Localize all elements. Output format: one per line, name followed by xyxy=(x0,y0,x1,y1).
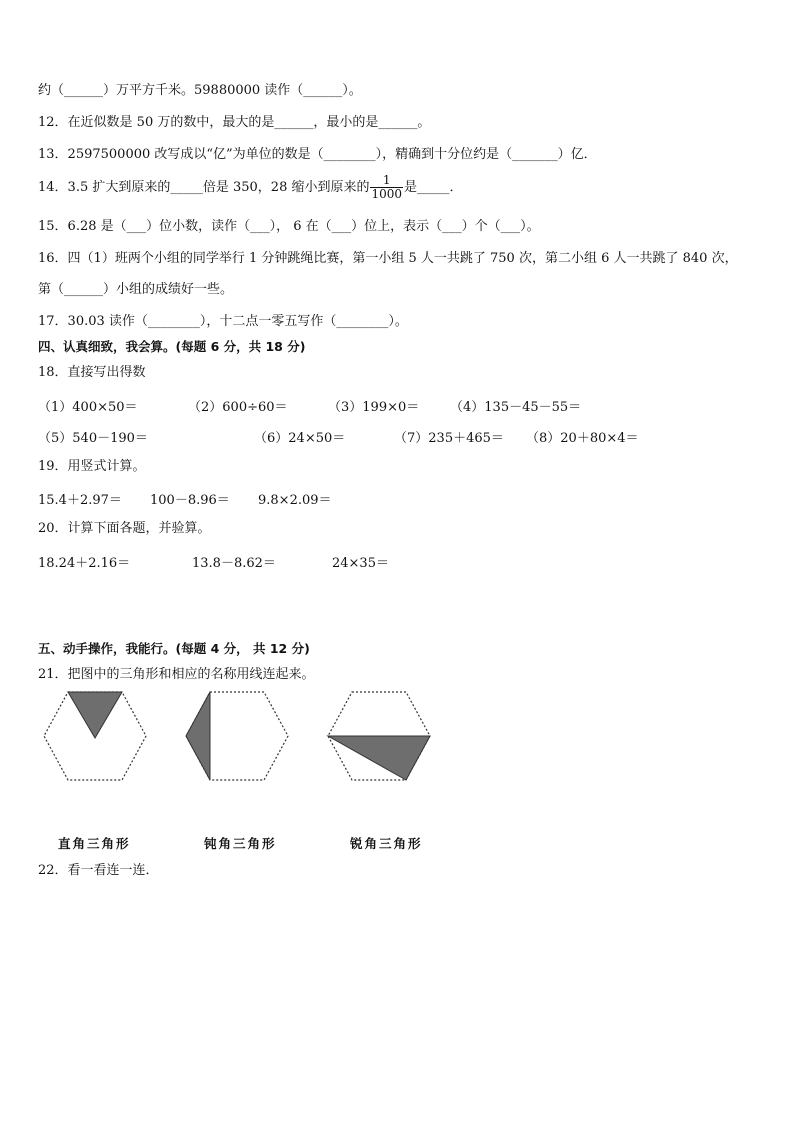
q14-numerator: 1 xyxy=(370,174,403,188)
q18-item-6: （6）24×50＝ xyxy=(254,431,346,446)
q17: 17．30.03 读作（________），十二点一零五写作（________）。 xyxy=(38,314,408,329)
q18-item-2: （2）600÷60＝ xyxy=(188,400,288,415)
q22-title: 22．看一看连一连． xyxy=(38,863,159,878)
hexagon-figure-1 xyxy=(40,688,150,784)
label-acute-triangle: 锐角三角形 xyxy=(350,836,423,851)
q14 xyxy=(38,174,463,201)
q14-text-a: 14．3.5 扩大到原来的_____倍是 350，28 缩小到原来的 xyxy=(38,180,370,195)
label-right-triangle: 直角三角形 xyxy=(58,836,131,851)
section-5-heading: 五、动手操作，我能行。(每题 4 分， 共 12 分) xyxy=(38,641,310,656)
q11-continuation: 约（______）万平方千米。59880000 读作（______）。 xyxy=(38,83,362,98)
shaded-triangle-1 xyxy=(68,692,122,738)
q14-fraction xyxy=(370,174,403,201)
q20-item-1: 18.24＋2.16＝ xyxy=(38,556,131,571)
q18-title: 18．直接写出得数 xyxy=(38,365,146,380)
q19-item-1: 15.4＋2.97＝ xyxy=(38,493,122,508)
q18-item-5: （5）540－190＝ xyxy=(38,431,148,446)
q18-item-4: （4）135－45－55＝ xyxy=(450,400,582,415)
q18-item-7: （7）235＋465＝ xyxy=(394,431,504,446)
q13: 13．2597500000 改写成以“亿”为单位的数是（________），精确到十分位约是（_______）亿． xyxy=(38,147,597,162)
q16-line2: 第（______）小组的成绩好一些。 xyxy=(38,282,234,297)
q14-text-b: 是_____． xyxy=(404,180,463,195)
q15: 15．6.28 是（___）位小数，读作（___）， 6 在（___）位上，表示（___）个（___）。 xyxy=(38,219,540,234)
q18-item-1: （1）400×50＝ xyxy=(38,400,138,415)
q16-line1: 16．四（1）班两个小组的同学举行 1 分钟跳绳比赛，第一小组 5 人一共跳了 750 次，第二小组 6 人一共跳了 840 次， xyxy=(38,251,738,266)
q20-title: 20．计算下面各题，并验算。 xyxy=(38,521,211,536)
hexagon-figure-3 xyxy=(324,688,434,784)
q18-item-8: （8）20＋80×4＝ xyxy=(526,431,639,446)
section-4-heading: 四、认真细致，我会算。(每题 6 分，共 18 分) xyxy=(38,339,306,354)
q20-item-3: 24×35＝ xyxy=(332,556,389,571)
q19-item-2: 100－8.96＝ xyxy=(150,493,230,508)
shaded-triangle-3 xyxy=(328,736,430,780)
q19-title: 19．用竖式计算。 xyxy=(38,459,146,474)
q20-item-2: 13.8－8.62＝ xyxy=(192,556,276,571)
q18-item-3: （3）199×0＝ xyxy=(328,400,420,415)
q19-item-3: 9.8×2.09＝ xyxy=(258,493,332,508)
q21-title: 21．把图中的三角形和相应的名称用线连起来。 xyxy=(38,667,315,682)
q14-denominator: 1000 xyxy=(371,187,403,201)
q12: 12．在近似数是 50 万的数中，最大的是______，最小的是______。 xyxy=(38,115,431,130)
shaded-triangle-2 xyxy=(186,692,210,780)
hexagon-figure-2 xyxy=(182,688,292,784)
label-obtuse-triangle: 钝角三角形 xyxy=(204,836,277,851)
